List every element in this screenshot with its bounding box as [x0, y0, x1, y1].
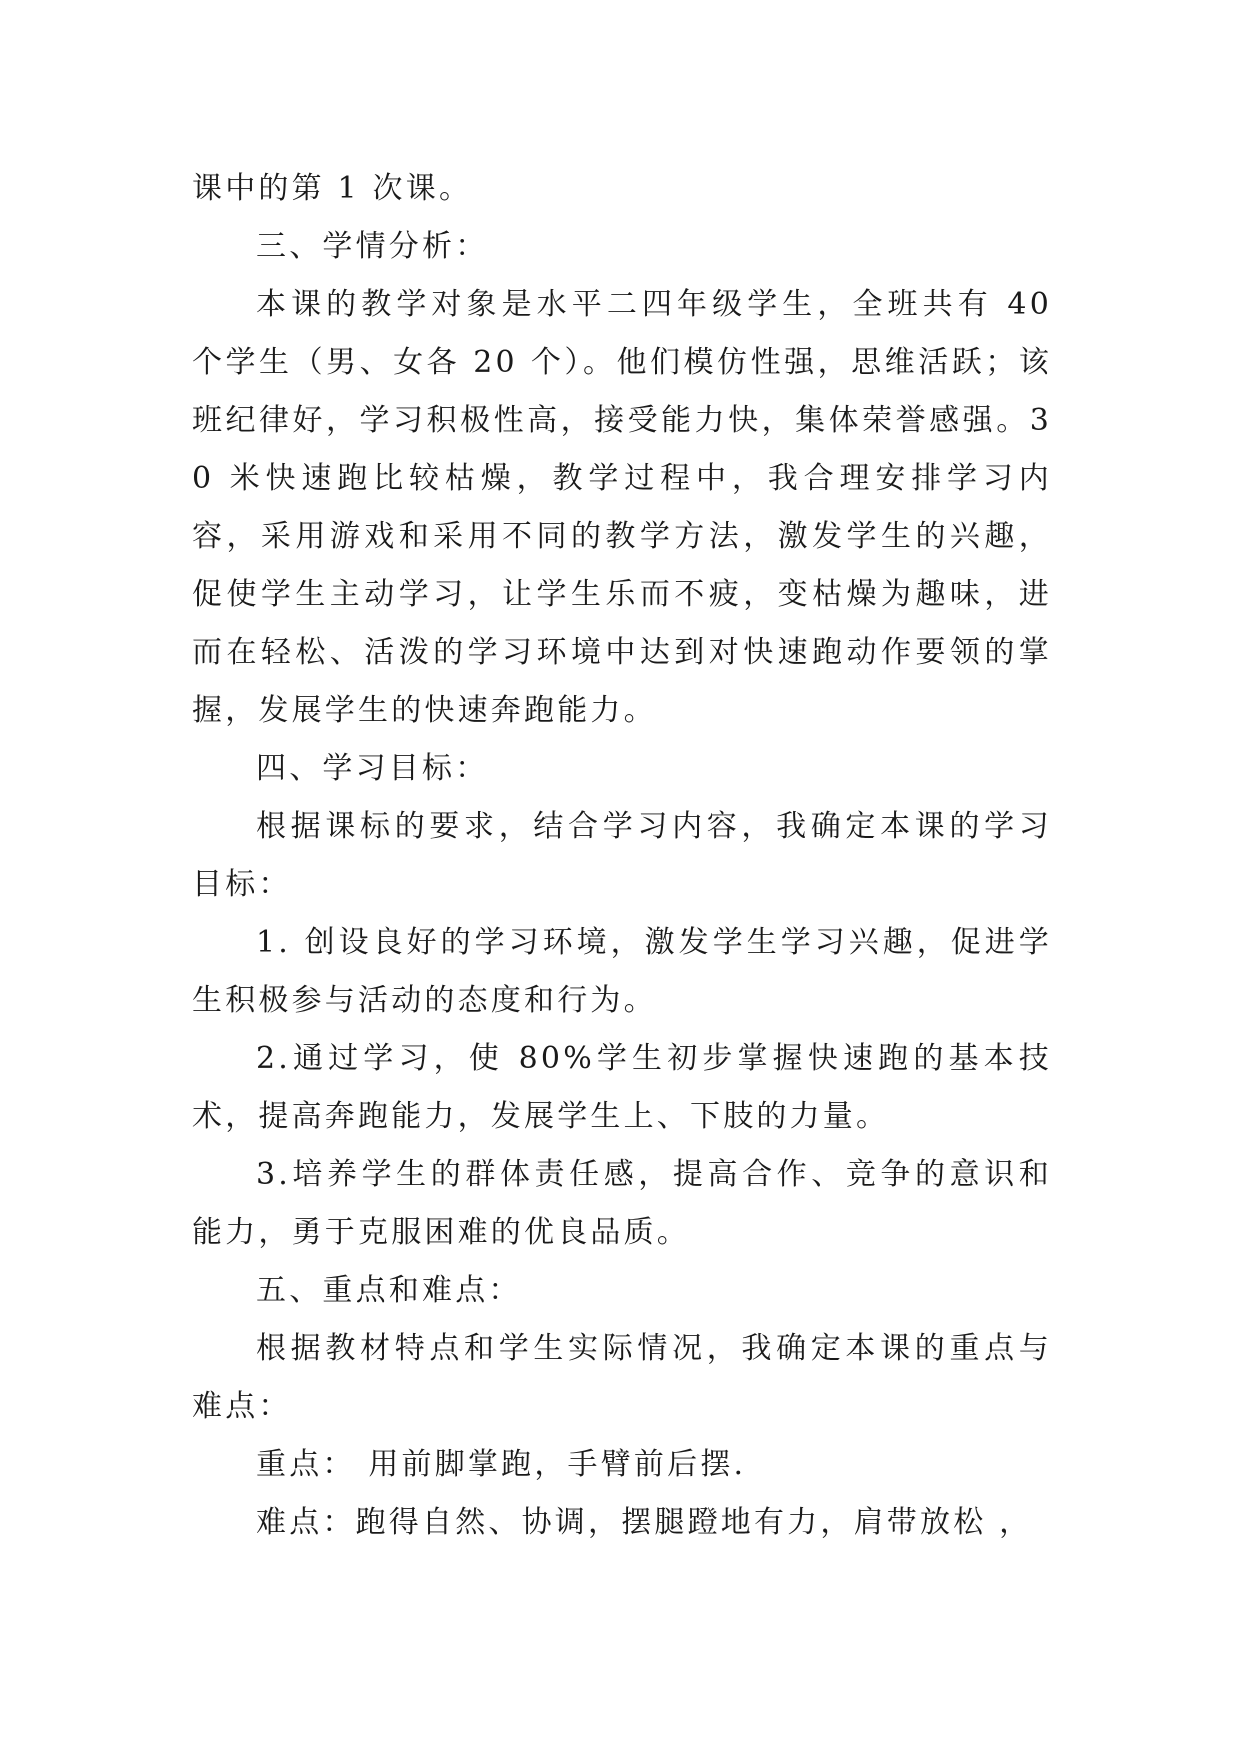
goal-item-1: 1. 创设良好的学习环境，激发学生学习兴趣，促进学生积极参与活动的态度和行为。 [192, 925, 1052, 1018]
heading-learning-goals: 四、学习目标： [256, 751, 489, 786]
goal-item-2: 2.通过学习，使 80%学生初步掌握快速跑的基本技术，提高奔跑能力，发展学生上、下肢的力量。 [192, 1041, 1052, 1134]
heading-key-points: 五、重点和难点： [256, 1273, 522, 1308]
paragraph-key-points-intro: 根据教材特点和学生实际情况，我确定本课的重点与难点： [192, 1331, 1052, 1424]
paragraph-goals-intro: 根据课标的要求，结合学习内容，我确定本课的学习目标： [192, 809, 1052, 902]
goal-item-3: 3.培养学生的群体责任感，提高合作、竞争的意识和能力，勇于克服困难的优良品质。 [192, 1157, 1052, 1250]
difficult-point: 难点：跑得自然、协调，摆腿蹬地有力，肩带放松 ， [256, 1505, 1033, 1540]
paragraph-lesson-count: 课中的第 1 次课。 [192, 171, 473, 206]
heading-student-analysis: 三、学情分析： [256, 229, 489, 264]
document-body [192, 160, 1052, 1552]
paragraph-student-analysis: 本课的教学对象是水平二四年级学生，全班共有 40 个学生（男、女各 20 个）。他们模仿性强，思维活跃；该班纪律好，学习积极性高，接受能力快，集体荣誉感强。30 米快速跑比较枯燥，教学过程中，我合理安排学习内容，采用游戏和采用不同的教学方法，激发学生的兴趣，促使学生主动学习，让学生乐而不疲，变枯燥为趣味，进而在轻松、活泼的学习环境中达到对快速跑动作要领的掌握，发展学生的快速奔跑能力。 [192, 287, 1052, 728]
key-point: 重点： 用前脚掌跑，手臂前后摆. [256, 1447, 747, 1482]
